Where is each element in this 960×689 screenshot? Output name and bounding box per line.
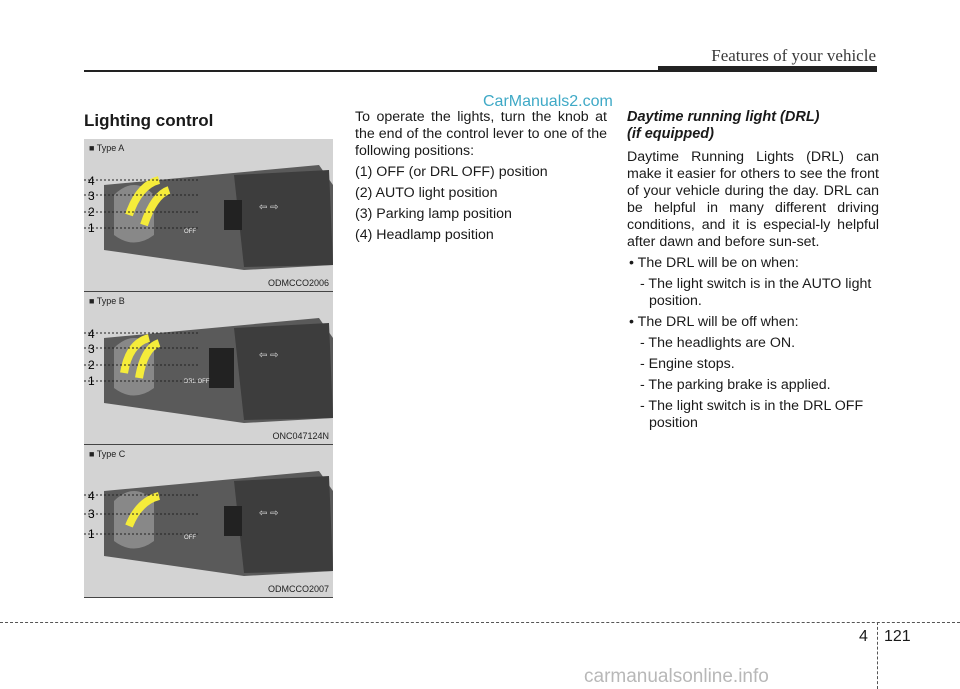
svg-text:⇦ ⇨: ⇦ ⇨ xyxy=(259,508,279,519)
position-label: 2 xyxy=(88,358,95,372)
position-label: 3 xyxy=(88,342,95,356)
drl-title: Daytime running light (DRL) xyxy=(627,109,820,125)
switch-label: OFF xyxy=(184,535,196,541)
position-label: 1 xyxy=(88,527,95,541)
switch-label: OFF xyxy=(184,229,196,235)
figure-type-b xyxy=(84,292,333,445)
footer-rule xyxy=(0,622,960,623)
lever-diagram-b xyxy=(84,308,333,428)
drl-on-bullet: • The DRL will be on when: xyxy=(629,255,799,271)
position-label: 3 xyxy=(88,507,95,521)
position-label: 4 xyxy=(88,489,95,503)
position-item: (1) OFF (or DRL OFF) position xyxy=(355,164,548,180)
figure-caption: ■ Type B xyxy=(89,296,125,306)
position-item: (2) AUTO light position xyxy=(355,185,498,201)
drl-off-item: - The light switch is in the DRL OFF position xyxy=(640,398,864,431)
drl-off-item: - The parking brake is applied. xyxy=(640,377,831,393)
position-label: 2 xyxy=(88,205,95,219)
page-number: 121 xyxy=(884,628,911,645)
footer-divider xyxy=(877,622,878,689)
drl-off-item: - Engine stops. xyxy=(640,356,735,372)
section-heading: Lighting control xyxy=(84,111,214,130)
figure-caption: ■ Type A xyxy=(89,143,125,153)
site-watermark[interactable]: carmanualsonline.info xyxy=(584,666,769,687)
position-item: (4) Headlamp position xyxy=(355,227,494,243)
drl-off-bullet: • The DRL will be off when: xyxy=(629,314,799,330)
drl-on-item: - The light switch is in the AUTO light position. xyxy=(640,276,872,309)
svg-text:⇦ ⇨: ⇦ ⇨ xyxy=(259,202,279,213)
position-label: 4 xyxy=(88,327,95,341)
chapter-number: 4 xyxy=(859,628,868,645)
drl-off-item: - The headlights are ON. xyxy=(640,335,796,351)
position-item: (3) Parking lamp position xyxy=(355,206,512,222)
intro-text: To operate the lights, turn the knob at the end of the control lever to one of the following positions: xyxy=(355,109,607,159)
section-header: Features of your vehicle xyxy=(711,46,876,65)
figure-code: ONC047124N xyxy=(272,431,329,441)
lever-diagram-c xyxy=(84,461,333,581)
lever-diagram-a xyxy=(84,155,333,275)
figure-type-a xyxy=(84,139,333,292)
figure-caption: ■ Type C xyxy=(89,449,126,459)
figure-type-c xyxy=(84,445,333,598)
header-bar xyxy=(658,66,877,72)
svg-text:⇦ ⇨: ⇦ ⇨ xyxy=(259,350,279,361)
position-label: 3 xyxy=(88,189,95,203)
position-label: 1 xyxy=(88,221,95,235)
position-label: 4 xyxy=(88,174,95,188)
watermark-text[interactable]: CarManuals2.com xyxy=(483,93,613,110)
switch-label: DRL OFF xyxy=(184,379,210,385)
drl-column xyxy=(627,109,879,436)
position-label: 1 xyxy=(88,374,95,388)
drl-paragraph: Daytime Running Lights (DRL) can make it easier for others to see the front of your vehicle during the day. DRL can be helpful in many different driving conditions, and it is especial-ly helpful after dawn and before sun-set. xyxy=(627,149,879,250)
positions-column xyxy=(355,109,607,248)
drl-subtitle: (if equipped) xyxy=(627,126,714,142)
figure-code: ODMCCO2007 xyxy=(267,584,329,594)
figure-code: ODMCCO2006 xyxy=(267,278,329,288)
